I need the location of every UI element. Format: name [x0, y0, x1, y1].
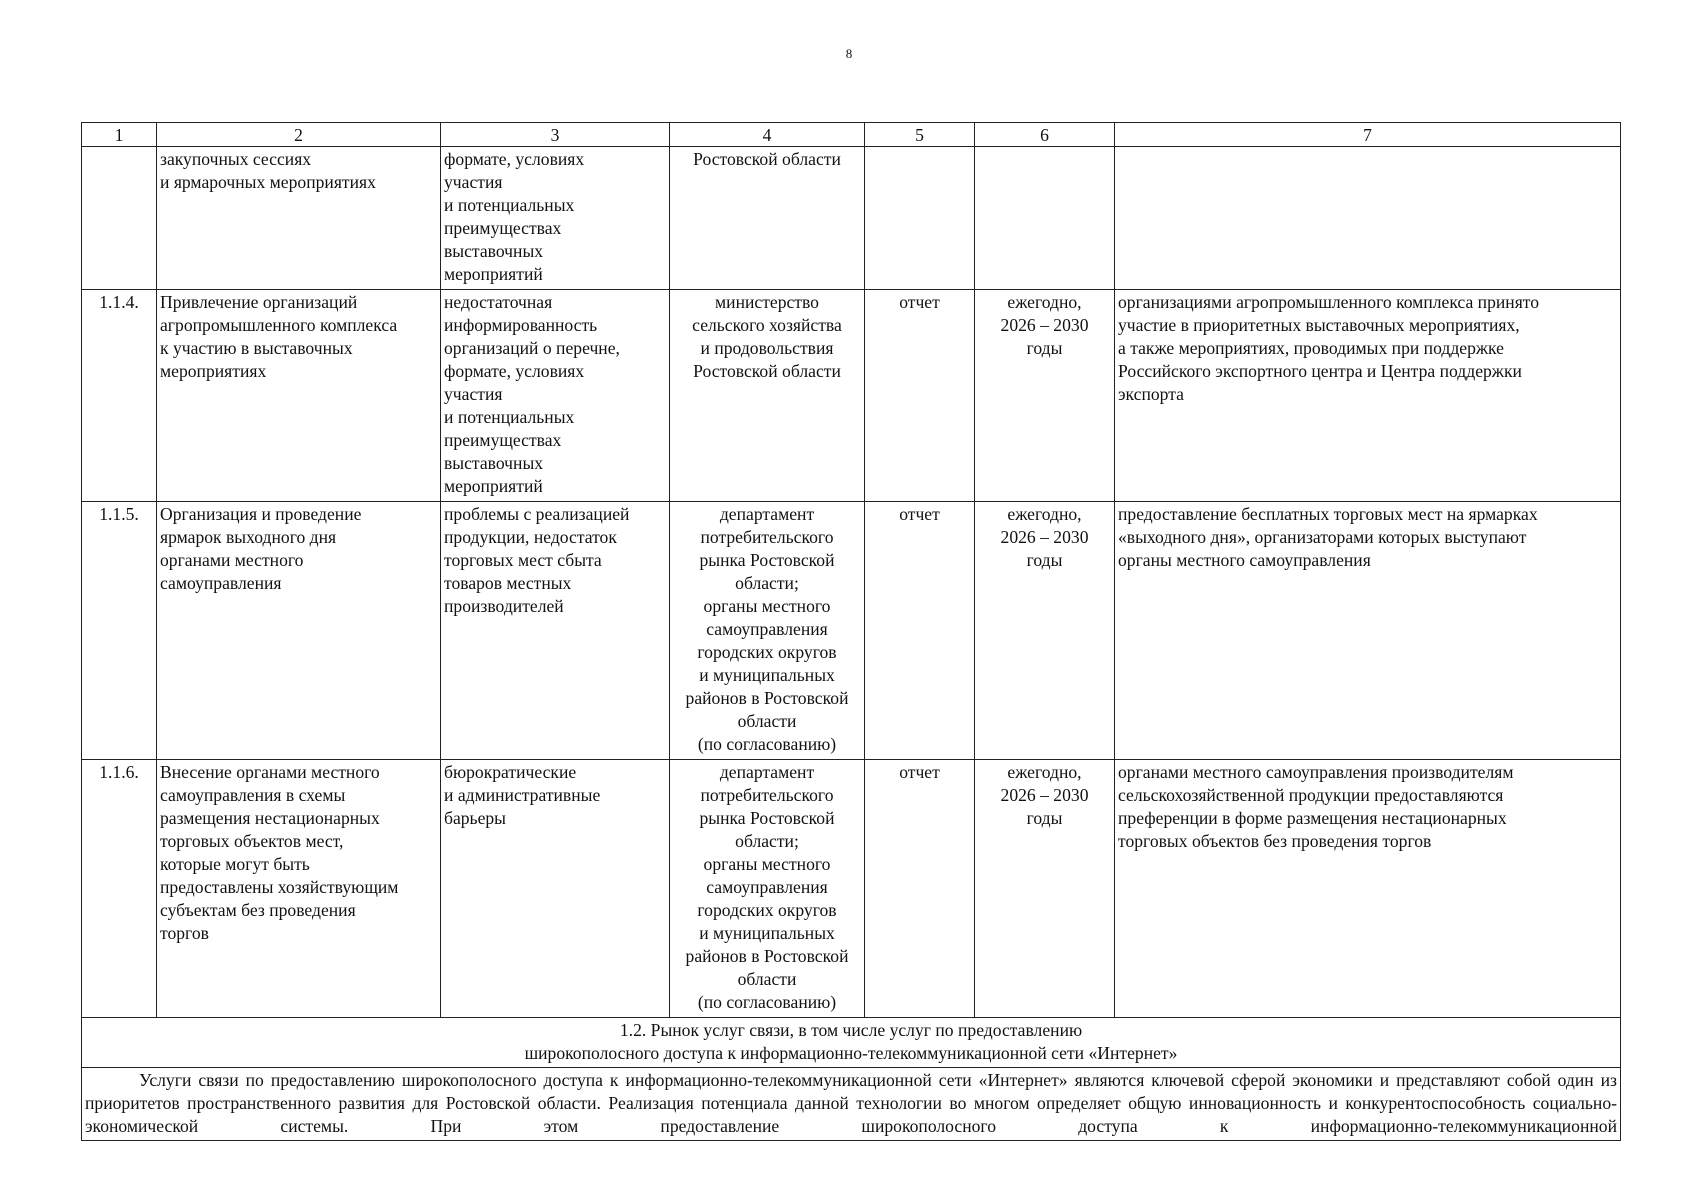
responsible-executor: Ростовской области — [670, 147, 865, 290]
deadline — [975, 147, 1115, 290]
expected-result: органами местного самоуправления производителям сельскохозяйственной продукции предоставляются преференции в форме размещения нестационарных торговых объектов без проведения торгов — [1115, 760, 1621, 1018]
report-type: отчет — [865, 502, 975, 760]
expected-result: предоставление бесплатных торговых мест на ярмарках «выходного дня», организаторами которых выступают органы местного самоуправления — [1115, 502, 1621, 760]
problem-description: проблемы с реализацией продукции, недостаток торговых мест сбыта товаров местных производителей — [441, 502, 670, 760]
measures-table — [81, 122, 1621, 1141]
column-number: 5 — [865, 123, 975, 147]
measure-number: 1.1.5. — [82, 502, 157, 760]
deadline: ежегодно, 2026 – 2030 годы — [975, 502, 1115, 760]
table-row — [82, 290, 1621, 502]
responsible-executor: департамент потребительского рынка Ростовской области; органы местного самоуправления городских округов и муниципальных районов в Ростовской области (по согласованию) — [670, 760, 865, 1018]
deadline: ежегодно, 2026 – 2030 годы — [975, 760, 1115, 1018]
section-paragraph — [82, 1068, 1621, 1141]
page-number: 8 — [845, 46, 853, 61]
column-number-row — [82, 123, 1621, 147]
section-row — [82, 1018, 1621, 1068]
expected-result — [1115, 147, 1621, 290]
measure-number: 1.1.4. — [82, 290, 157, 502]
report-type: отчет — [865, 760, 975, 1018]
report-type — [865, 147, 975, 290]
table-row — [82, 502, 1621, 760]
deadline: ежегодно, 2026 – 2030 годы — [975, 290, 1115, 502]
paragraph-text: Услуги связи по предоставлению широкополосного доступа к информационно-телекоммуникационной сети «Интернет» являются ключевой сферой экономики и представляют собой один из приоритетов пространственного развития для Ростовской области. Реализация потенциала данной технологии во многом определяет общую инновационность и конкурентоспособность социально-экономической системы. При этом предоставление широкополосного доступа к информационно-телекоммуникационной — [85, 1070, 1617, 1136]
problem-description: недостаточная информированность организаций о перечне, формате, условиях участия и потенциальных преимуществах выставочных мероприятий — [441, 290, 670, 502]
measure-number: 1.1.6. — [82, 760, 157, 1018]
responsible-executor: министерство сельского хозяйства и продовольствия Ростовской области — [670, 290, 865, 502]
column-number: 2 — [157, 123, 441, 147]
measure-name: закупочных сессиях и ярмарочных мероприятиях — [157, 147, 441, 290]
table-row — [82, 147, 1621, 290]
column-number: 3 — [441, 123, 670, 147]
problem-description: бюрократические и административные барьеры — [441, 760, 670, 1018]
column-number: 7 — [1115, 123, 1621, 147]
paragraph-row — [82, 1068, 1621, 1141]
section-title: 1.2. Рынок услуг связи, в том числе услуг по предоставлению широкополосного доступа к информационно-телекоммуникационной сети «Интернет» — [82, 1018, 1621, 1068]
measure-name: Внесение органами местного самоуправления в схемы размещения нестационарных торговых объектов мест, которые могут быть предоставлены хозяйствующим субъектам без проведения торгов — [157, 760, 441, 1018]
measure-name: Организация и проведение ярмарок выходного дня органами местного самоуправления — [157, 502, 441, 760]
column-number: 1 — [82, 123, 157, 147]
problem-description: формате, условиях участия и потенциальных преимуществах выставочных мероприятий — [441, 147, 670, 290]
report-type: отчет — [865, 290, 975, 502]
responsible-executor: департамент потребительского рынка Ростовской области; органы местного самоуправления городских округов и муниципальных районов в Ростовской области (по согласованию) — [670, 502, 865, 760]
measure-name: Привлечение организаций агропромышленного комплекса к участию в выставочных мероприятиях — [157, 290, 441, 502]
measure-number — [82, 147, 157, 290]
column-number: 4 — [670, 123, 865, 147]
table-row — [82, 760, 1621, 1018]
column-number: 6 — [975, 123, 1115, 147]
expected-result: организациями агропромышленного комплекса принято участие в приоритетных выставочных мероприятиях, а также мероприятиях, проводимых при поддержке Российского экспортного центра и Центра поддержки экспорта — [1115, 290, 1621, 502]
